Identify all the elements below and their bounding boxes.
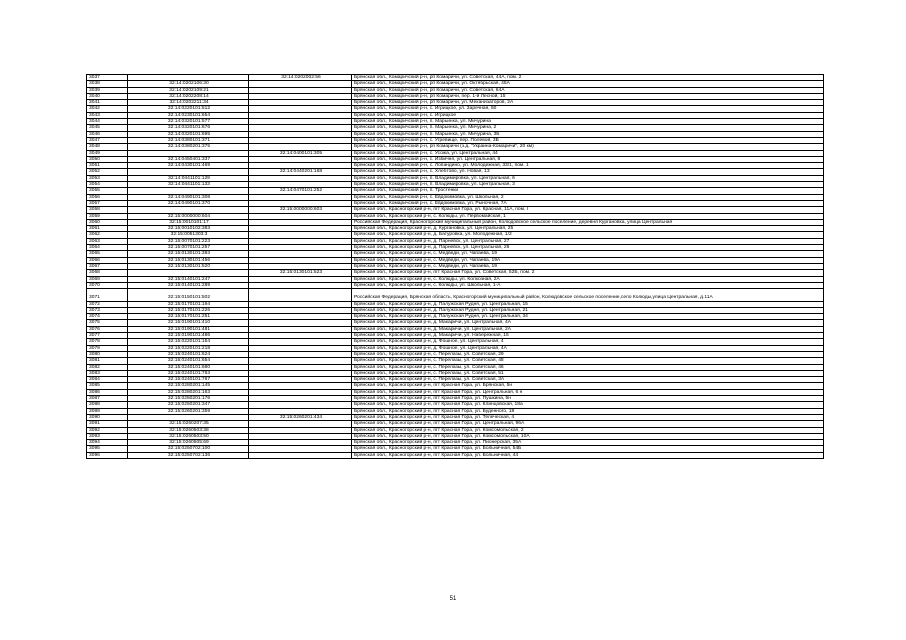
address-cell: Брянская обл., Комаричский р-н, п. Тростенки bbox=[352, 188, 824, 194]
cadastral-number-cell: 32:15:0010102:383 bbox=[128, 226, 249, 232]
cadastral-number-cell: 32:15:0280201:145 bbox=[128, 383, 249, 389]
row-number-cell: 3077 bbox=[87, 333, 128, 339]
row-number-cell: 3043 bbox=[87, 112, 128, 118]
cadastral-number-cell: 32:15:0140101:289 bbox=[128, 282, 249, 288]
cadastral-number-cell: 32:15:0250201:176 bbox=[128, 396, 249, 402]
address-cell: Брянская обл., Красногорский р-н, д. Макаричи, ул. Набережная, 15 bbox=[352, 333, 824, 339]
address-cell: Брянская обл., Красногорский р-н, с. Колюды, ул. Школьная, 1-А bbox=[352, 282, 824, 288]
address-cell: Брянская обл., Комаричский р-н, рп Комаричи, пер. 1-й Лесной, 15 bbox=[352, 93, 824, 99]
address-cell: Брянская обл., Комаричский р-н, рп Комаричи (з.д. "Украина-Комаричи", 20 км) bbox=[352, 144, 824, 150]
address-cell: Брянская обл., Комаричский р-н, с. Хлебтово, ул. Новая, 13 bbox=[352, 169, 824, 175]
row-number-cell: 3082 bbox=[87, 364, 128, 370]
row-number-cell: 3092 bbox=[87, 427, 128, 433]
row-number-cell: 3054 bbox=[87, 182, 128, 188]
cadastral-number-cell: 32:15:0260503:50 bbox=[128, 433, 249, 439]
cadastral-number-cell: 32:15:0051303:3 bbox=[128, 232, 249, 238]
row-number-cell: 3063 bbox=[87, 238, 128, 244]
cadastral-number-cell: 32:14:0230101:654 bbox=[128, 112, 249, 118]
address-cell: Брянская обл., Комаричский р-н, рп Комаричи, ул. Советская, 64А bbox=[352, 87, 824, 93]
address-cell: Российская Федерация, Красногорский муниципальный район, Колюдовское сельское поселение, деревня Кургановка, улица Центральная bbox=[352, 219, 824, 225]
row-number-cell: 3058 bbox=[87, 207, 128, 213]
cadastral-number-cell: 32:14:0320101:676 bbox=[128, 125, 249, 131]
cadastral-number-cell: 32:15:0220101:154 bbox=[128, 339, 249, 345]
cadastral-number-cell: 32:14:0220101:512 bbox=[128, 106, 249, 112]
row-number-cell: 3087 bbox=[87, 396, 128, 402]
row-number-cell: 3090 bbox=[87, 414, 128, 420]
address-cell: Брянская обл., Красногорский р-н, д. Батуровка, ул. Молодежная, 1/2 bbox=[352, 232, 824, 238]
address-cell: Брянская обл., Комаричский р-н, с. Евдокимовка, ул. Школьная, 2 bbox=[352, 194, 824, 200]
address-cell: Брянская обл., Красногорский р-н, с. Колюды, ул. Колхозная, 2А bbox=[352, 276, 824, 282]
address-cell: Брянская обл., Комаричский р-н, п. Владимировка, ул. Центральная, 6 bbox=[352, 175, 824, 181]
cadastral-number-alt-cell: 32:15:0000000:603 bbox=[249, 207, 352, 213]
address-cell: Российская Федерация, Брянская область, Красногорский муниципальный район, Колюдовское сельское поселение,село Колюды,улица Центральная, д.11А bbox=[352, 289, 824, 302]
address-cell: Брянская обл., Комаричский р-н, с. Евдокимовка, ул. Рыночная, 7А bbox=[352, 200, 824, 206]
row-number-cell: 3096 bbox=[87, 452, 128, 458]
row-number-cell: 3093 bbox=[87, 433, 128, 439]
row-number-cell: 3039 bbox=[87, 87, 128, 93]
address-cell: Брянская обл., Комаричский р-н, с. Игрицкое, ул. Заречная, 50 bbox=[352, 106, 824, 112]
row-number-cell: 3055 bbox=[87, 188, 128, 194]
address-cell: Брянская обл., Комаричский р-н, рп Комаричи, ул. Механизаторов, 2А bbox=[352, 100, 824, 106]
row-number-cell: 3078 bbox=[87, 339, 128, 345]
cadastral-number-alt-cell: 32:14:0202002:56 bbox=[249, 75, 352, 81]
address-cell: Брянская обл., Красногорский р-н, с. Перелазы, ул. Советская, 48 bbox=[352, 358, 824, 364]
cadastral-number-alt-cell: 32:15:0260201:434 bbox=[249, 414, 352, 420]
row-number-cell: 3040 bbox=[87, 93, 128, 99]
address-cell: Брянская обл., Комаричский р-н, п. Марьинка, ул. Мичурина, 3Б bbox=[352, 131, 824, 137]
row-number-cell: 3041 bbox=[87, 100, 128, 106]
cadastral-number-cell: 32:15:0000000:604 bbox=[128, 213, 249, 219]
cadastral-number-cell: 32:15:0250702:136 bbox=[128, 452, 249, 458]
row-number-cell: 3094 bbox=[87, 440, 128, 446]
row-number-cell: 3072 bbox=[87, 301, 128, 307]
row-number-cell: 3084 bbox=[87, 377, 128, 383]
cadastral-number-cell: 32:15:0250702:100 bbox=[128, 446, 249, 452]
row-number-cell: 3095 bbox=[87, 446, 128, 452]
row-number-cell: 3086 bbox=[87, 389, 128, 395]
address-cell: Брянская обл., Комаричский р-н, с. Угревище, пер. Полевой, 3Б bbox=[352, 137, 824, 143]
row-number-cell: 3060 bbox=[87, 219, 128, 225]
cadastral-number-cell: 32:14:0380101:371 bbox=[128, 137, 249, 143]
row-number-cell: 3059 bbox=[87, 213, 128, 219]
address-cell: Брянская обл., Красногорский р-н, пгт Красная Гора, ул. Советская, 52Б, пом. 2 bbox=[352, 270, 824, 276]
address-cell: Брянская обл., Красногорский р-н, пгт Красная Гора, ул. Центральная, 6 н bbox=[352, 389, 824, 395]
row-number-cell: 3053 bbox=[87, 175, 128, 181]
cadastral-number-cell: 32:14:0380201:375 bbox=[128, 144, 249, 150]
address-cell: Брянская обл., Комаричский р-н, с. Избичня, ул. Центральная, 8 bbox=[352, 156, 824, 162]
cadastral-number-cell: 32:14:0202211:34 bbox=[128, 100, 249, 106]
property-registry-table bbox=[86, 74, 811, 459]
cadastral-number-cell: 32:15:0140101:247 bbox=[128, 276, 249, 282]
cadastral-number-cell: 32:15:0070101:223 bbox=[128, 238, 249, 244]
cadastral-number-cell: 32:15:0130101:456 bbox=[128, 257, 249, 263]
row-number-cell: 3079 bbox=[87, 345, 128, 351]
cadastral-number-cell: 32:15:0250201:347 bbox=[128, 402, 249, 408]
cadastral-number-cell: 32:14:0490101:308 bbox=[128, 194, 249, 200]
row-number-cell: 3091 bbox=[87, 421, 128, 427]
address-cell: Брянская обл., Красногорский р-н, пгт Красная Гора, ул. Больничная, 44 bbox=[352, 452, 824, 458]
cadastral-number-cell: 32:14:0430101:469 bbox=[128, 163, 249, 169]
row-number-cell: 3076 bbox=[87, 326, 128, 332]
cadastral-number-cell: 32:14:0320101:695 bbox=[128, 131, 249, 137]
row-number-cell: 3069 bbox=[87, 276, 128, 282]
row-number-cell: 3064 bbox=[87, 245, 128, 251]
address-cell: Брянская обл., Красногорский р-н, с. Перелазы, ул. Советская, 51 bbox=[352, 370, 824, 376]
cadastral-number-cell: 32:15:0150101:502 bbox=[128, 289, 249, 302]
cadastral-number-cell: 32:15:0170101:226 bbox=[128, 307, 249, 313]
address-cell: Брянская обл., Красногорский р-н, пгт Красная Гора, ул. Телеческая, 4 bbox=[352, 414, 824, 420]
address-cell: Брянская обл., Красногорский р-н, с. Перелазы, ул. Советская, 3А bbox=[352, 377, 824, 383]
cadastral-number-alt-cell bbox=[249, 452, 352, 458]
row-number-cell: 3067 bbox=[87, 263, 128, 269]
address-cell: Брянская обл., Комаричский р-н, рп Комаричи, ул. Октябрьская, 45А bbox=[352, 81, 824, 87]
table-row bbox=[87, 289, 824, 302]
cadastral-number-cell: 32:15:0220101:218 bbox=[128, 345, 249, 351]
cadastral-number-cell: 32:15:0170101:251 bbox=[128, 314, 249, 320]
cadastral-number-cell: 32:15:0170101:194 bbox=[128, 301, 249, 307]
cadastral-number-cell: 32:15:0190101:410 bbox=[128, 320, 249, 326]
cadastral-number-cell: 32:15:0240101:654 bbox=[128, 358, 249, 364]
cadastral-number-cell: 32:15:0190101:486 bbox=[128, 333, 249, 339]
row-number-cell: 3085 bbox=[87, 383, 128, 389]
address-cell: Брянская обл., Красногорский р-н, с. Перелазы, ул. Советская, 29 bbox=[352, 351, 824, 357]
address-cell: Брянская обл., Комаричский р-н, п. Марьинка, ул. Мичурина bbox=[352, 119, 824, 125]
cadastral-number-cell: 32:15:0260207:35 bbox=[128, 421, 249, 427]
table-row bbox=[87, 452, 824, 458]
row-number-cell: 3065 bbox=[87, 251, 128, 257]
row-number-cell: 3056 bbox=[87, 194, 128, 200]
cadastral-number-cell: 32:14:0202208:14 bbox=[128, 93, 249, 99]
address-cell: Брянская обл., Красногорский р-н, с. Колюды, ул. Первомайская, 1 bbox=[352, 213, 824, 219]
cadastral-number-cell: 32:15:0070101:257 bbox=[128, 245, 249, 251]
row-number-cell: 3080 bbox=[87, 351, 128, 357]
row-number-cell: 3044 bbox=[87, 119, 128, 125]
address-cell: Брянская обл., Красногорский р-н, с. Медведи, ул. Чапаева, 19 bbox=[352, 251, 824, 257]
cadastral-number-cell: 32:15:0280201:163 bbox=[128, 389, 249, 395]
cadastral-number-cell: 32:15:0240101:767 bbox=[128, 377, 249, 383]
row-number-cell: 3062 bbox=[87, 232, 128, 238]
cadastral-number-cell: 32:14:0202109:21 bbox=[128, 87, 249, 93]
cadastral-number-cell: 32:14:0320101:577 bbox=[128, 119, 249, 125]
address-cell: Брянская обл., Красногорский р-н, пгт Красная Гора, ул. Буденного, 18 bbox=[352, 408, 824, 414]
cadastral-number-cell: 32:15:0130101:520 bbox=[128, 263, 249, 269]
address-cell: Брянская обл., Красногорский р-н, с. Медведи, ул. Чапаева, 19 bbox=[352, 263, 824, 269]
cadastral-number-cell: 32:15:0260201:359 bbox=[128, 408, 249, 414]
address-cell: Брянская обл., Красногорский р-н, пгт Красная Гора, ул. Комсомольская, 2 bbox=[352, 427, 824, 433]
cadastral-number-cell: 32:15:0240101:763 bbox=[128, 370, 249, 376]
cadastral-number-cell: 32:15:0010101:17 bbox=[128, 219, 249, 225]
cadastral-number-alt-cell: 32:14:0400101:305 bbox=[249, 150, 352, 156]
row-number-cell: 3070 bbox=[87, 282, 128, 288]
row-number-cell: 3038 bbox=[87, 81, 128, 87]
row-number-cell: 3050 bbox=[87, 156, 128, 162]
row-number-cell: 3052 bbox=[87, 169, 128, 175]
address-cell: Брянская обл., Красногорский р-н, д. Палужская Рудня, ул. Центральная, 15 bbox=[352, 301, 824, 307]
address-cell: Брянская обл., Красногорский р-н, д. Фошное, ул. Центральная, 4 bbox=[352, 339, 824, 345]
address-cell: Брянская обл., Комаричский р-н, п. Марьинка, ул. Мичурина, 2 bbox=[352, 125, 824, 131]
cadastral-number-alt-cell bbox=[249, 289, 352, 302]
address-cell: Брянская обл., Красногорский р-н, д. Парневск, ул. Центральная, 27 bbox=[352, 238, 824, 244]
cadastral-number-cell: 32:14:0450401:337 bbox=[128, 156, 249, 162]
address-cell: Брянская обл., Красногорский р-н, пгт Красная Гора, ул. Комсомольская, 10А bbox=[352, 433, 824, 439]
table-body bbox=[87, 75, 824, 459]
address-cell: Брянская обл., Красногорский р-н, пгт Красная Гора, ул. Центральная, 96А bbox=[352, 421, 824, 427]
address-cell: Брянская обл., Комаричский р-н, п. Владимировка, ул. Центральная, 3 bbox=[352, 182, 824, 188]
row-number-cell: 3051 bbox=[87, 163, 128, 169]
address-cell: Брянская обл., Красногорский р-н, пгт Красная Гора, ул. Пушкина, 5н bbox=[352, 396, 824, 402]
cadastral-number-alt-cell: 32:15:0130101:523 bbox=[249, 270, 352, 276]
address-cell: Брянская обл., Красногорский р-н, с. Медведи, ул. Чапаева, 19А bbox=[352, 257, 824, 263]
address-cell: Брянская обл., Красногорский р-н, пгт Красная Гора, ул. Больничная, 54Б bbox=[352, 446, 824, 452]
address-cell: Брянская обл., Красногорский р-н, пгт Красная Гора, ул. Пионерская, 35А bbox=[352, 440, 824, 446]
address-cell: Брянская обл., Комаричский р-н, рп Комаричи, ул. Советская, 44А, пом. 2 bbox=[352, 75, 824, 81]
cadastral-number-alt-cell: 32:14:0470101:252 bbox=[249, 188, 352, 194]
row-number-cell: 3074 bbox=[87, 314, 128, 320]
row-number-cell: 3049 bbox=[87, 150, 128, 156]
row-number-cell: 3068 bbox=[87, 270, 128, 276]
row-number-cell: 3045 bbox=[87, 125, 128, 131]
row-number-cell: 3089 bbox=[87, 408, 128, 414]
address-cell: Брянская обл., Красногорский р-н, д. Палужская Рудня, ул. Центральная, 21 bbox=[352, 307, 824, 313]
row-number-cell: 3083 bbox=[87, 370, 128, 376]
cadastral-number-cell: 32:15:0260505:69 bbox=[128, 440, 249, 446]
cadastral-number-cell: 32:14:0441101:129 bbox=[128, 175, 249, 181]
row-number-cell: 3066 bbox=[87, 257, 128, 263]
cadastral-number-cell: 32:15:0190101:481 bbox=[128, 326, 249, 332]
row-number-cell: 3061 bbox=[87, 226, 128, 232]
address-cell: Брянская обл., Красногорский р-н, пгт Красная Гора, ул. Клинцовская, 18а bbox=[352, 402, 824, 408]
cadastral-number-cell: 32:14:0441101:133 bbox=[128, 182, 249, 188]
address-cell: Брянская обл., Комаричский р-н, с. Усожа, ул. Центральная, 44 bbox=[352, 150, 824, 156]
row-number-cell: 3057 bbox=[87, 200, 128, 206]
address-cell: Брянская обл., Красногорский р-н, д. Макаричи, ул. Центральная, 4А bbox=[352, 320, 824, 326]
address-cell: Брянская обл., Красногорский р-н, пгт Красная Гора, ул. Брянская, 5н bbox=[352, 383, 824, 389]
row-number-cell: 3048 bbox=[87, 144, 128, 150]
cadastral-number-cell: 32:14:0202106:30 bbox=[128, 81, 249, 87]
row-number-cell: 3088 bbox=[87, 402, 128, 408]
address-cell: Брянская обл., Красногорский р-н, д. Макаричи, ул. Центральная, 2А bbox=[352, 326, 824, 332]
address-cell: Брянская обл., Красногорский р-н, пгт Красная Гора, ул. Красная, 11А, пом. I bbox=[352, 207, 824, 213]
cadastral-number-cell: 32:15:0240101:680 bbox=[128, 364, 249, 370]
row-number-cell: 3071 bbox=[87, 289, 128, 302]
cadastral-number-cell: 32:14:0490101:370 bbox=[128, 200, 249, 206]
row-number-cell: 3073 bbox=[87, 307, 128, 313]
address-cell: Брянская обл., Красногорский р-н, д. Кургановка, ул. Центральная, 25 bbox=[352, 226, 824, 232]
cadastral-number-cell: 32:15:0130101:393 bbox=[128, 251, 249, 257]
cadastral-number-alt-cell: 32:14:0440201:168 bbox=[249, 169, 352, 175]
page-number: 51 bbox=[449, 596, 457, 602]
address-cell: Брянская обл., Красногорский р-н, д. Фошное, ул. Центральная, 4А bbox=[352, 345, 824, 351]
row-number-cell: 3047 bbox=[87, 137, 128, 143]
address-cell: Брянская обл., Комаричский р-н, с. Лопандино, ул. Молодежная, 33/1, пом. 1 bbox=[352, 163, 824, 169]
row-number-cell: 3046 bbox=[87, 131, 128, 137]
address-cell: Брянская обл., Красногорский р-н, д. Палужская Рудня, ул. Центральная, 34 bbox=[352, 314, 824, 320]
address-cell: Брянская обл., Красногорский р-н, д. Парневск, ул. Центральная, 26 bbox=[352, 245, 824, 251]
address-cell: Брянская обл., Красногорский р-н, с. Перелазы, ул. Советская, 46 bbox=[352, 364, 824, 370]
cadastral-number-cell: 32:15:0240101:624 bbox=[128, 351, 249, 357]
row-number-cell: 3042 bbox=[87, 106, 128, 112]
row-number-cell: 3081 bbox=[87, 358, 128, 364]
address-cell: Брянская обл., Комаричский р-н, с. Игрицкое bbox=[352, 112, 824, 118]
row-number-cell: 3075 bbox=[87, 320, 128, 326]
row-number-cell: 3037 bbox=[87, 75, 128, 81]
cadastral-number-cell: 32:15:0260503:38 bbox=[128, 427, 249, 433]
